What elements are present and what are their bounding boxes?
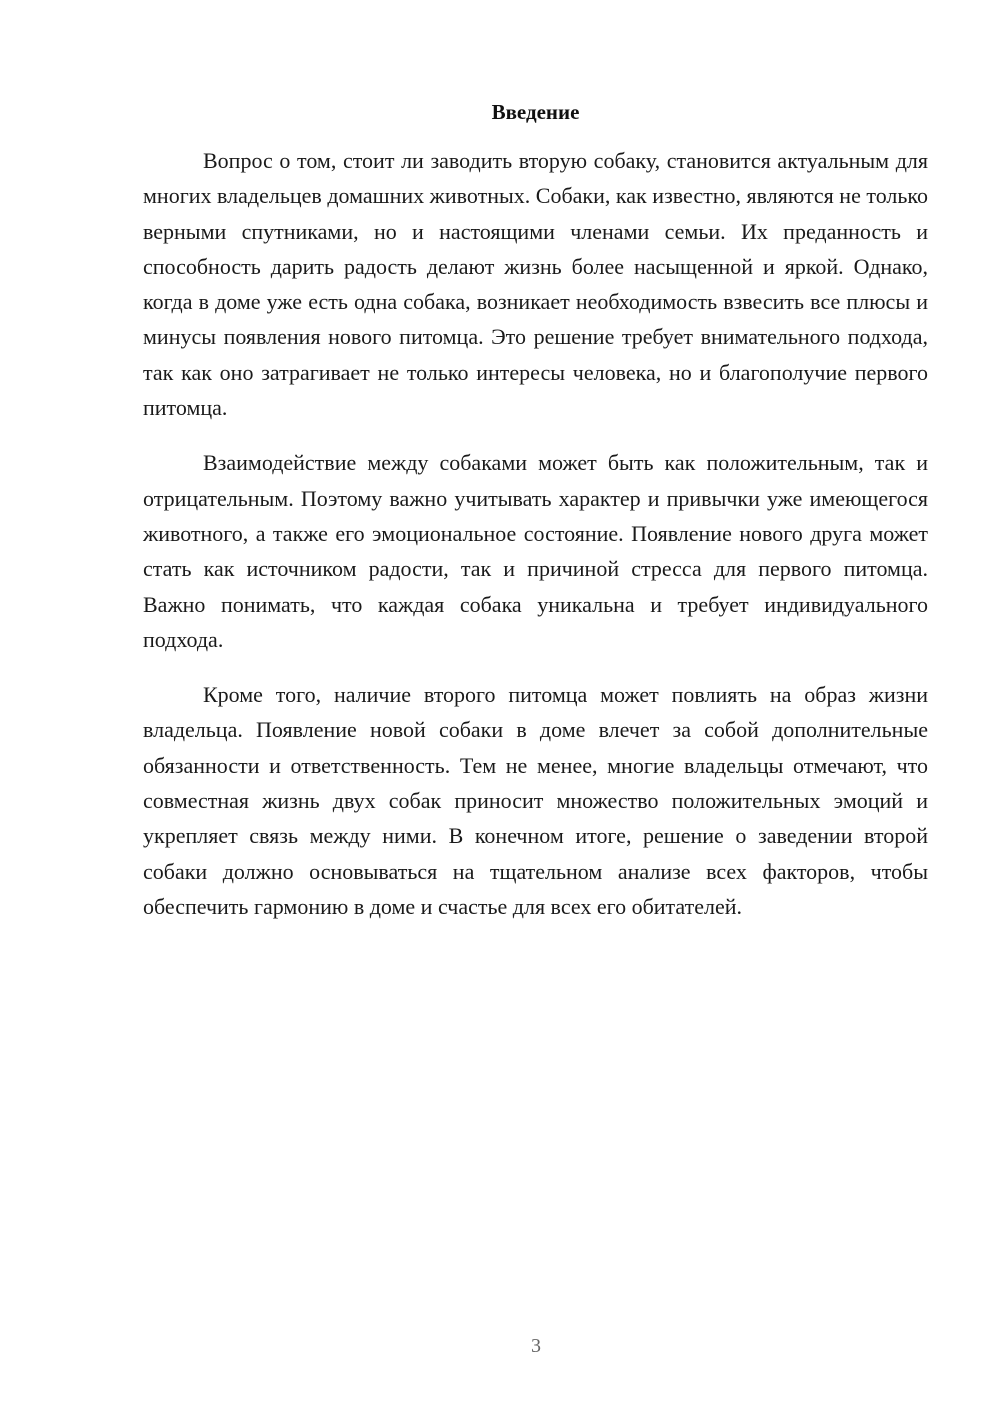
- paragraph-3: Кроме того, наличие второго питомца может повлиять на образ жизни владельца. Появление новой собаки в доме влечет за собой дополнительные обязанности и ответственность. Тем не менее, многие владельцы отмечают, что совместная жизнь двух собак приносит множество положительных эмоций и укрепляет связь между ними. В конечном итоге, решение о заведении второй собаки должно основываться на тщательном анализе всех факторов, чтобы обеспечить гармонию в доме и счастье для всех его обитателей.: [143, 682, 928, 919]
- page-title: Введение: [491, 100, 580, 124]
- paragraph-2: Взаимодействие между собаками может быть как положительным, так и отрицательным. Поэтому важно учитывать характер и привычки уже имеющегося животного, а также его эмоциональное состояние. Появление нового друга может стать как источником радости, так и причиной стресса для первого питомца. Важно понимать, что каждая собака уникальна и требует индивидуального подхода.: [143, 450, 928, 652]
- body-text: [143, 143, 928, 944]
- page-number: 3: [531, 1335, 541, 1357]
- paragraph-1: Вопрос о том, стоит ли заводить вторую собаку, становится актуальным для многих владельцев домашних животных. Собаки, как известно, являются не только верными спутниками, но и настоящими членами семьи. Их преданность и способность дарить радость делают жизнь более насыщенной и яркой. Однако, когда в доме уже есть одна собака, возникает необходимость взвесить все плюсы и минусы появления нового питомца. Это решение требует внимательного подхода, так как оно затрагивает не только интересы человека, но и благополучие первого питомца.: [143, 148, 928, 421]
